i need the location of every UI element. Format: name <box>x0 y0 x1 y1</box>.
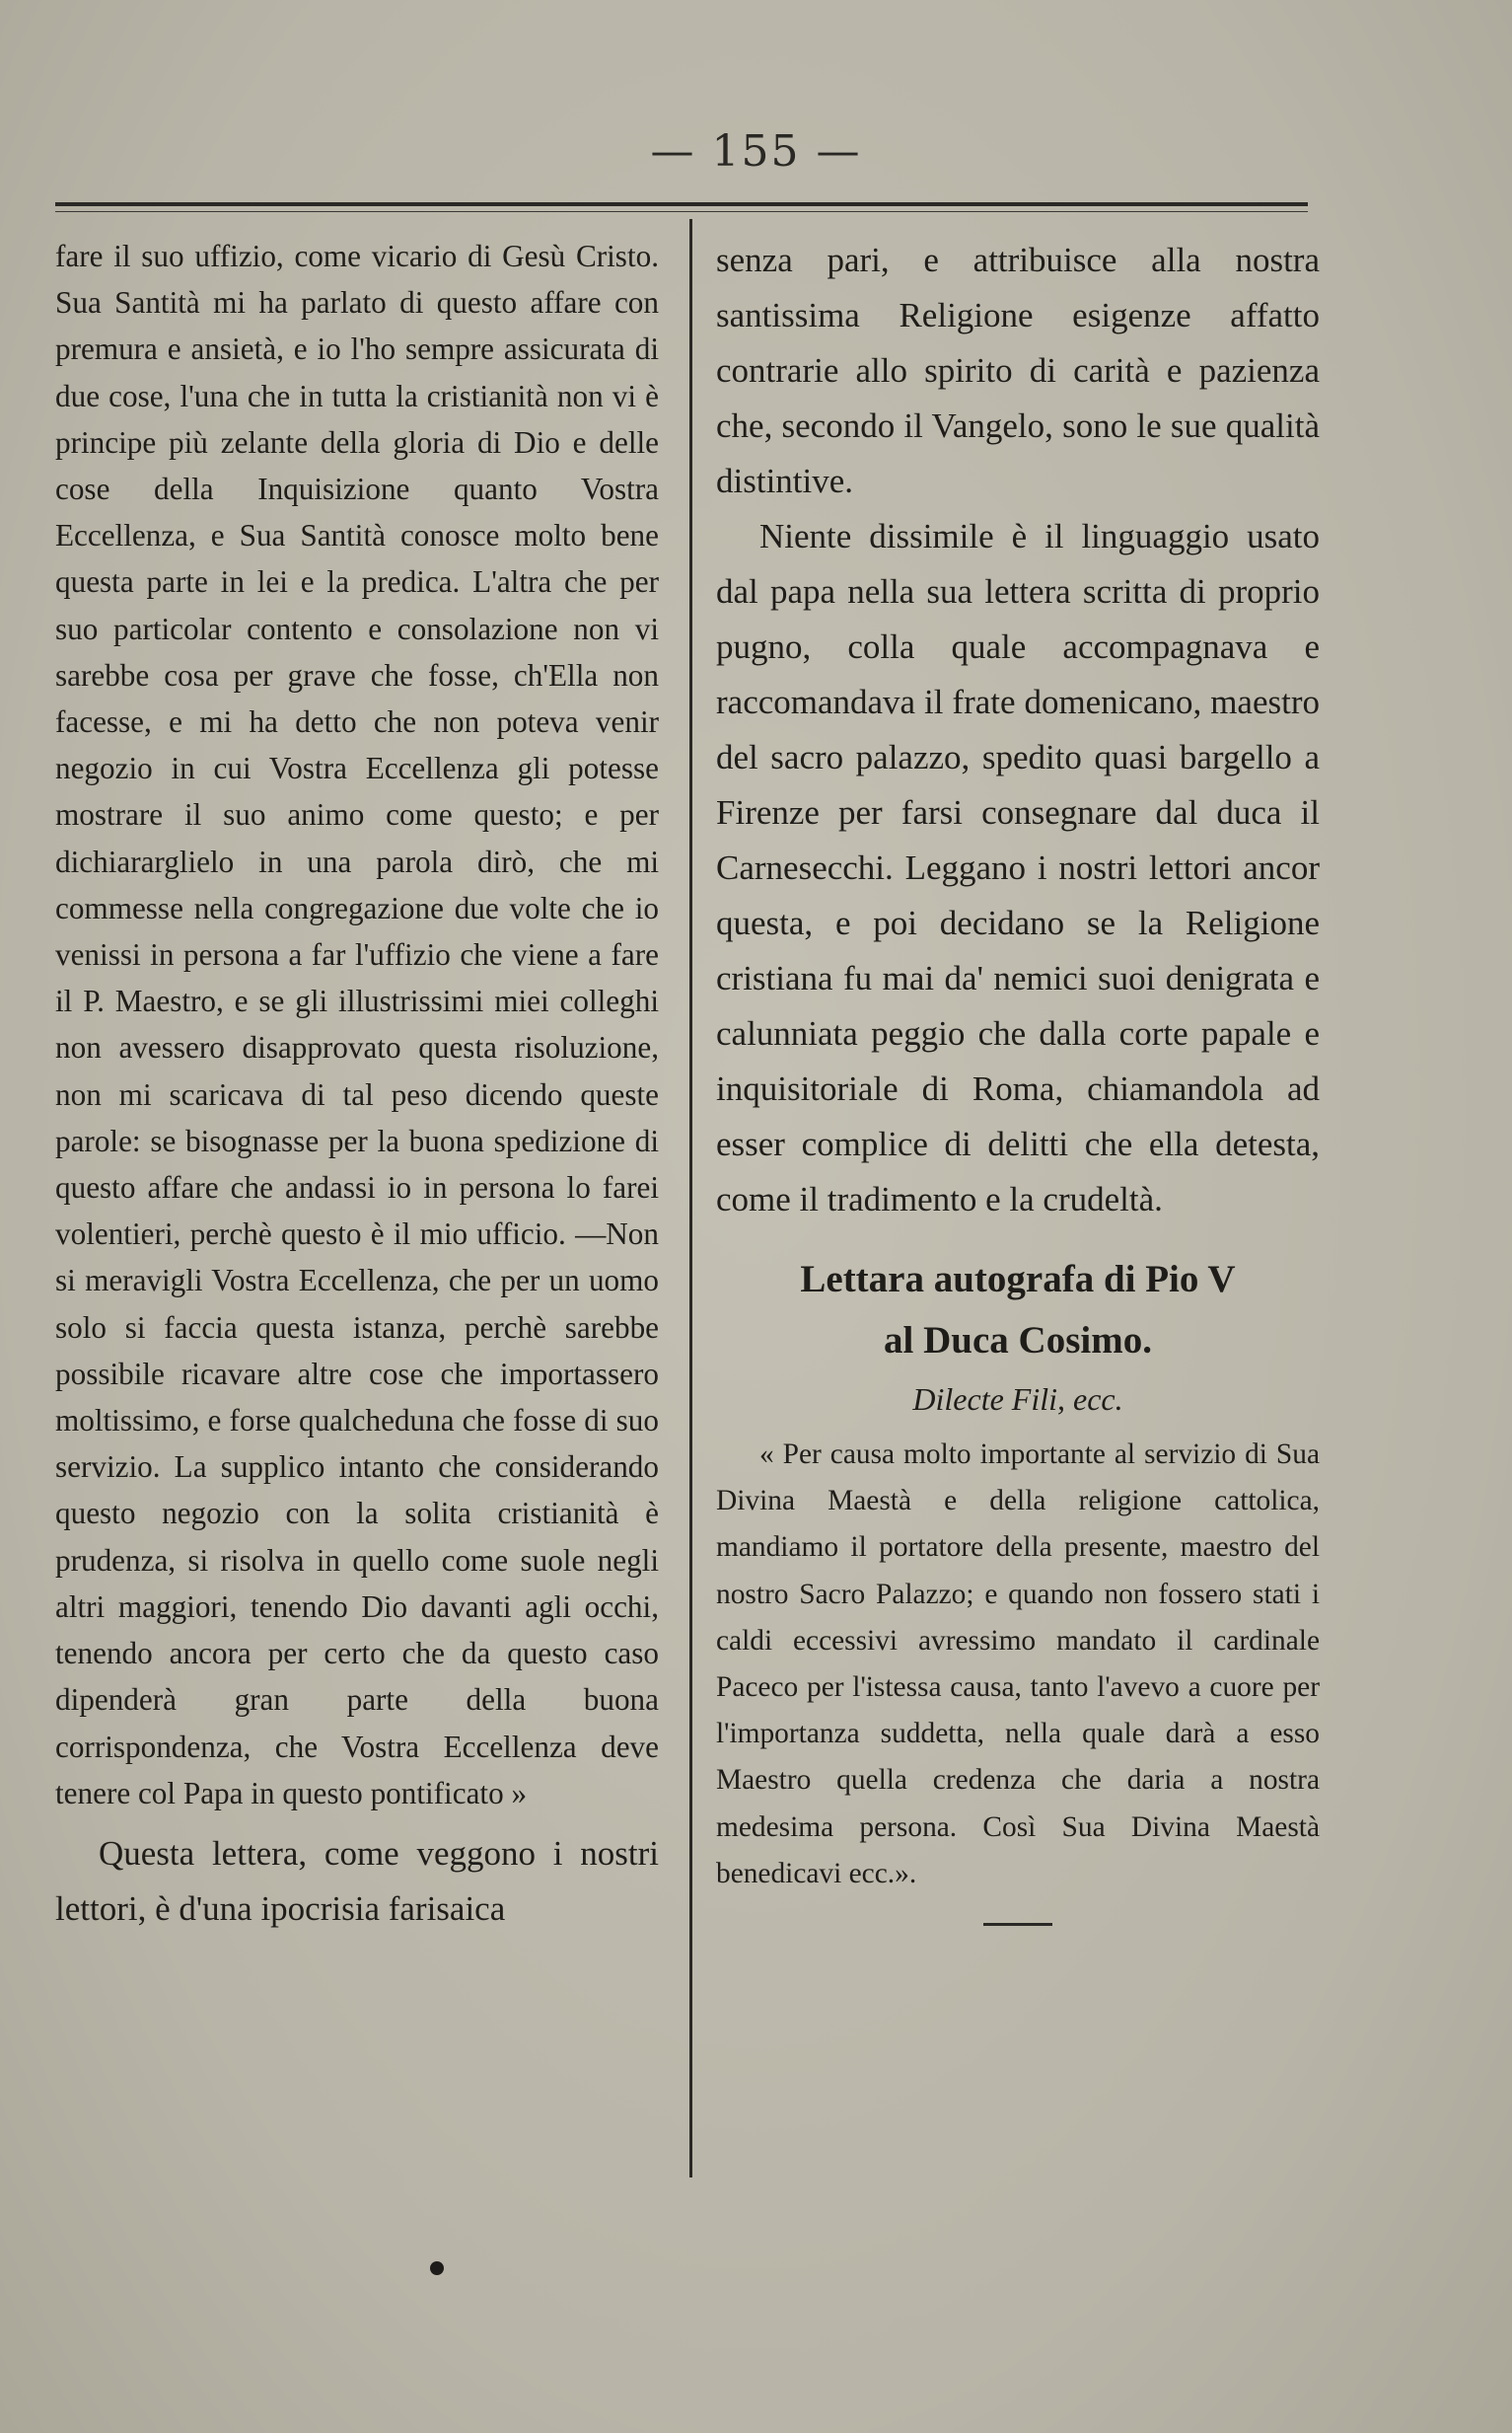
left-paragraph-2: Questa lettera, come veggono i nostri lettori, è d'una ipocrisia farisaica <box>55 1833 659 1928</box>
letter-salutation: Dilecte Fili, ecc. <box>912 1381 1123 1417</box>
left-column <box>55 233 659 1937</box>
letter-heading <box>716 1249 1320 1371</box>
letter-body: « Per causa molto importante al servizio di Sua Divina Maestà e della religione cattolica, mandiamo il portatore della presente, maestro del nostro Sacro Palazzo; e quando non fossero stati i caldi eccessivi avressimo mandato il cardinale Paceco per l'istessa causa, tanto l'avevo a cuore per l'importanza suddetta, nella quale darà a esso Maestro quella credenza che daria a nostra medesima persona. Così Sua Divina Maestà benedicavi ecc.». <box>716 1438 1320 1889</box>
header-rule-thin <box>55 211 1308 212</box>
header-rule <box>55 202 1308 206</box>
right-column <box>716 233 1320 1926</box>
letter-heading-line-1: Lettara autografa di Pio V <box>800 1258 1236 1300</box>
ink-dot <box>430 2261 444 2275</box>
page-number: — 155 — <box>650 126 862 177</box>
end-rule <box>983 1923 1052 1926</box>
left-paragraph-1: fare il suo uffizio, come vicario di Gesù Cristo. Sua Santità mi ha parlato di questo affare con premura e ansietà, e io l'ho sempre assicurata di due cose, l'una che in tutta la cristianità non vi è principe più zelante della gloria di Dio e delle cose della Inquisizione quanto Vostra Eccellenza, e Sua Santità conosce molto bene questa parte in lei e la predica. L'altra che per suo particolar contento e consolazione non vi sarebbe cosa per grave che fosse, ch'Ella non facesse, e mi ha detto che non poteva venir negozio in cui Vostra Eccellenza gli potesse mostrare il suo animo come questo; e per dichiararglielo in una parola dirò, che mi commesse nella congregazione due volte che io venissi in persona a far l'uffizio che viene a fare il P. Maestro, e se gli illustrissimi miei colleghi non avessero disapprovato questa risoluzione, non mi scaricava di tal peso dicendo queste parole: se bisognasse per la buona spedizione di questo affare che andassi io in persona lo farei volentieri, perchè questo è il mio ufficio. —Non si meravigli Vostra Eccellenza, che per un uomo solo si faccia questa istanza, perchè sarebbe possibile ricavare altre cose che importassero moltissimo, e forse qualcheduna che fosse di suo servizio. La supplico intanto che considerando questo negozio con la solita cristianità è prudenza, si risolva in quello come suole negli altri maggiori, tenendo Dio davanti agli occhi, tenendo ancora per certo che da questo caso dipenderà gran parte della buona corrispondenza, che Vostra Eccellenza deve tenere col Papa in questo pontificato » <box>55 239 659 1810</box>
letter-heading-line-2: al Duca Cosimo. <box>884 1319 1152 1362</box>
right-paragraph-2: Niente dissimile è il linguaggio usato dal papa nella sua lettera scritta di proprio pugno, colla quale accompagnava e raccomandava il frate domenicano, maestro del sacro palazzo, spedito quasi bargello a Firenze per farsi consegnare dal duca il Carnesecchi. Leggano i nostri lettori ancor questa, e poi decidano se la Religione cristiana fu mai da' nemici suoi denigrata e calunniata peggio che dalla corte papale e inquisitoriale di Roma, chiamandola ad esser complice di delitti che ella detesta, come il tradimento e la crudeltà. <box>716 517 1320 1218</box>
column-divider <box>689 219 692 2177</box>
right-paragraph-1: senza pari, e attribuisce alla nostra santissima Religione esigenze affatto contrarie allo spirito di carità e pazienza che, secondo il Vangelo, sono le sue qualità distintive. <box>716 241 1320 500</box>
